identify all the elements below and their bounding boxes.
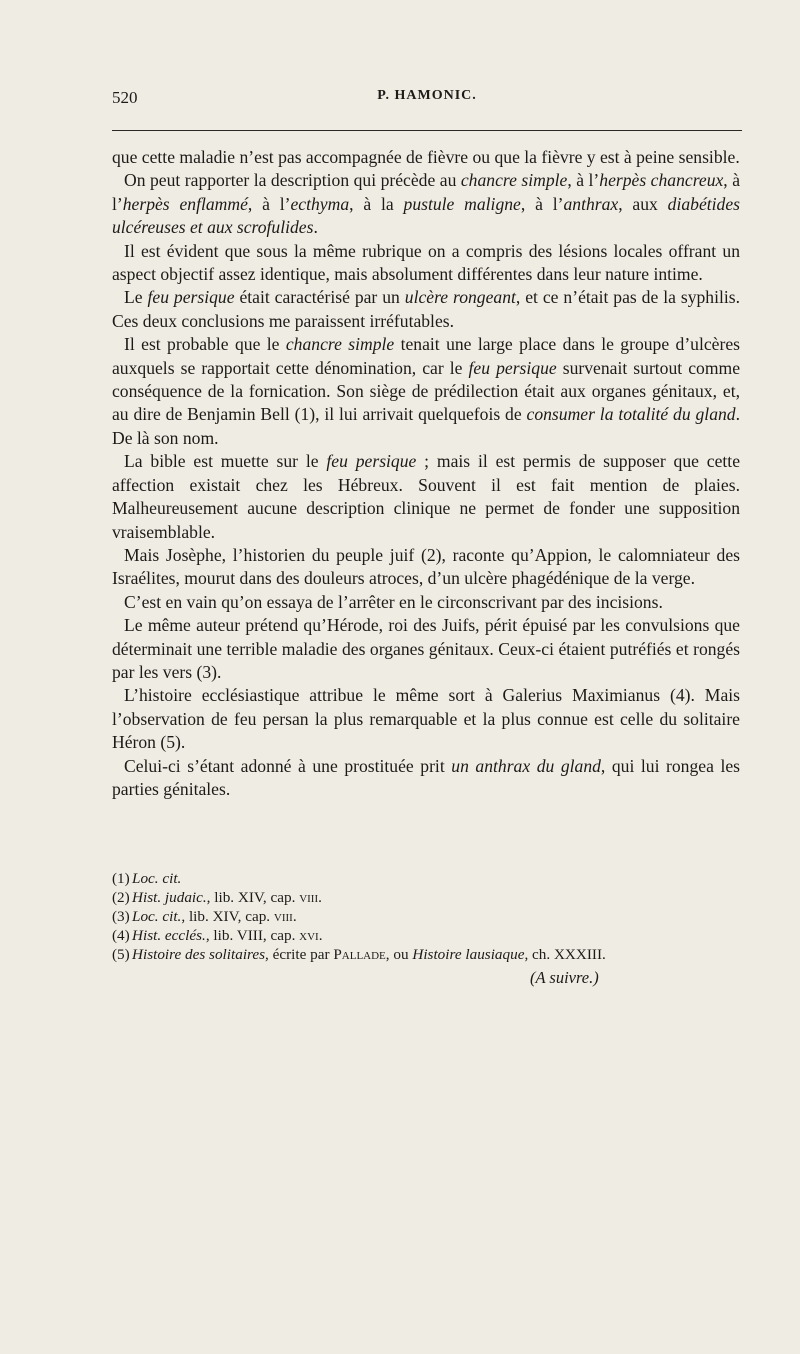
text-run: , à l’: [567, 170, 600, 191]
body-text: [112, 146, 740, 801]
italic-text: herpès chancreux: [599, 170, 724, 191]
text-run: que cette maladie n’est pas accompagnée de fièvre ou que la fièvre y est à peine sensible.: [112, 147, 740, 167]
small-caps-text: Pallade: [333, 946, 386, 963]
text-run: La bible est muette sur le: [124, 451, 327, 472]
text-run: .: [318, 927, 323, 944]
footnote: [112, 945, 742, 964]
text-run: , à l’: [112, 170, 740, 214]
text-run: .: [318, 889, 322, 906]
paragraph: [112, 169, 740, 239]
text-run: .: [292, 908, 297, 925]
paragraph: [112, 450, 740, 544]
italic-text: herpès enflammé: [122, 193, 248, 214]
italic-text: Loc. cit.: [132, 870, 182, 887]
text-run: . De là son nom.: [112, 404, 740, 448]
paragraph: [112, 755, 740, 802]
footnote-number: (3): [112, 908, 130, 925]
text-run: C’est en vain qu’on essaya de l’arrêter en le circonscrivant par des incisions.: [124, 591, 663, 612]
text-run: , à l’: [520, 193, 564, 214]
italic-text: pustule maligne: [403, 193, 521, 214]
text-run: Le: [124, 287, 148, 308]
paragraph: [112, 146, 740, 169]
small-caps-text: viii: [273, 908, 293, 925]
text-run: .: [313, 217, 318, 238]
italic-text: Hist. judaic.: [132, 889, 207, 906]
italic-text: chancre simple: [460, 170, 568, 191]
text-run: tenait une large place dans le groupe d’ulcères auxquels se rapportait cette dénomination, car le: [112, 334, 741, 378]
paragraph: [112, 684, 740, 754]
text-run: , qui lui rongea les parties génitales.: [112, 755, 740, 799]
footnote-number: (2): [112, 889, 130, 906]
italic-text: consumer la totalité du gland: [526, 404, 736, 425]
paragraph: [112, 286, 740, 333]
text-run: Mais Josèphe, l’historien du peuple juif (2), raconte qu’Appion, le calomniateur des Israélites, mourut dans des douleurs atroces, d’un ulcère phagédénique de la verge.: [112, 544, 740, 589]
footnotes: [112, 869, 742, 964]
italic-text: un anthrax du gland: [451, 755, 601, 776]
small-caps-text: xvi: [299, 927, 319, 944]
footnote: [112, 907, 742, 926]
footnote: [112, 869, 742, 888]
paragraph: [112, 240, 740, 287]
text-run: , lib. VIII, cap.: [205, 927, 300, 944]
italic-text: anthrax: [563, 193, 619, 214]
paragraph: [112, 544, 740, 591]
paragraph: [112, 591, 740, 614]
text-run: , lib. XIV, cap.: [206, 889, 300, 906]
page-header: [112, 88, 742, 112]
footnote-number: (5): [112, 946, 130, 963]
text-run: était caractérisé par un: [234, 287, 405, 308]
italic-text: Histoire lausiaque: [412, 946, 525, 963]
text-run: , ou: [385, 946, 413, 963]
text-run: , à la: [349, 193, 404, 214]
text-run: survenait surtout comme conséquence de la fornication. Son siège de prédilection était aux organes génitaux, et, au dire de Benjamin Bell (1), il lui arrivait quelquefois de: [112, 357, 741, 425]
italic-text: ecthyma: [290, 193, 350, 214]
small-caps-text: viii: [299, 889, 319, 906]
italic-text: chancre simple: [285, 334, 395, 355]
running-head: P. HAMONIC.: [377, 88, 477, 103]
text-run: ; mais il est permis de supposer que cette affection existait chez les Hébreux. Souvent il est fait mention de plaies. Malheureusement aucune description clinique ne permet de fonder une supposition vraisemblable.: [112, 451, 741, 542]
italic-text: diabétides ulcéreuses et aux scrofulides: [112, 193, 740, 238]
header-rule: [112, 130, 742, 131]
italic-text: Hist. ecclés.: [132, 927, 206, 944]
text-run: , écrite par: [265, 946, 334, 963]
italic-text: ulcère rongeant: [404, 287, 516, 308]
footnote: [112, 888, 742, 907]
text-run: Il est évident que sous la même rubrique on a compris des lésions locales offrant un aspect objectif assez identique, mais absolument différentes dans leur nature intime.: [112, 240, 740, 285]
page-number: 520: [112, 88, 138, 107]
text-run: Il est probable que le: [124, 334, 286, 355]
footnote-number: (4): [112, 927, 130, 944]
text-run: , ch. XXXIII.: [524, 946, 606, 963]
italic-text: feu persique: [147, 287, 235, 308]
italic-text: feu persique: [468, 357, 557, 378]
to-be-continued: (A suivre.): [530, 968, 599, 987]
footnote: [112, 926, 742, 945]
italic-text: feu persique: [326, 451, 417, 472]
text-run: , et ce n’était pas de la syphilis. Ces deux conclusions me paraissent irréfutables.: [112, 287, 741, 331]
paragraph: [112, 614, 740, 684]
text-run: On peut rapporter la description qui précède au: [124, 170, 461, 191]
italic-text: Histoire des solitaires: [132, 946, 266, 963]
footnote-number: (1): [112, 870, 130, 887]
text-run: , aux: [618, 193, 668, 214]
text-run: L’histoire ecclésiastique attribue le même sort à Galerius Maximianus (4). Mais l’observation de feu persan la plus remarquable et la plus connue est celle du solitaire Héron (5).: [112, 685, 740, 753]
text-run: , lib. XIV, cap.: [181, 908, 274, 925]
italic-text: Loc. cit.: [132, 908, 182, 925]
text-run: Le même auteur prétend qu’Hérode, roi des Juifs, périt épuisé par les convulsions que déterminait une terrible maladie des organes génitaux. Ceux-ci étaient putréfiés et rongés par les vers (3).: [112, 615, 740, 682]
paragraph: [112, 333, 740, 450]
text-run: Celui-ci s’étant adonné à une prostituée prit: [124, 755, 452, 776]
text-run: , à l’: [247, 193, 291, 214]
